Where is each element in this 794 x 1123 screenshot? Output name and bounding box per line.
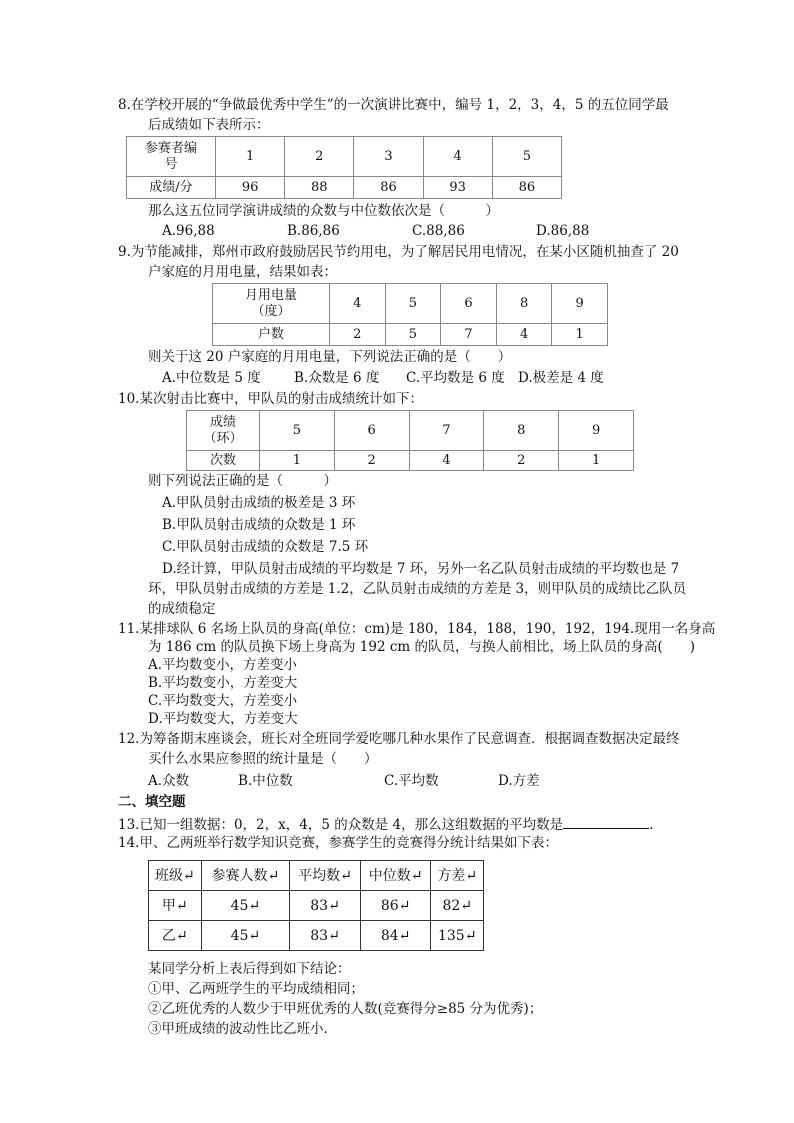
q13-text: 13.已知一组数据：0，2，x，4，5 的众数是 4，那么这组数据的平均数是 [118,817,564,833]
q10-option-b: B.甲队员射击成绩的众数是 1 环 [162,517,356,533]
q9-head-label: 月用电量 （度） [213,284,330,324]
q10-row-cell: 2 [484,451,559,471]
q13-end: . [649,817,654,833]
q8-line2: 后成绩如下表所示： [148,117,270,133]
q10-option-d-line1: D.经计算，甲队员射击成绩的平均数是 7 环，另外一名乙队员射击成绩的平均数也是 7 [162,561,680,577]
q8-head-label: 参赛者编 号 [127,137,216,177]
q10-row-cell: 1 [559,451,634,471]
q10-question: 则下列说法正确的是（ ） [148,473,337,489]
q8-row-cell: 96 [216,177,285,199]
q14-header-cell: 方差↵ [431,861,484,891]
q9-table [212,283,608,346]
q8-option-b: B.86,86 [287,223,340,239]
q8-line1: 8.在学校开展的“争做最优秀中学生”的一次演讲比赛中，编号 1，2，3，4，5 的五位同学最 [118,97,669,113]
table-row [149,921,484,951]
q9-head-cell: 6 [441,284,497,324]
q8-head-cell: 2 [285,137,354,177]
q8-row-cell: 86 [354,177,423,199]
q9-head-cell: 4 [330,284,386,324]
q9-row-cell: 4 [496,324,552,346]
q9-option-d: D.极差是 4 度 [518,370,604,386]
q14-conclusion-1: ①甲、乙两班学生的平均成绩相同； [148,981,364,997]
q12-option-a: A.众数 [148,773,190,789]
q9-row-label: 户数 [213,324,330,346]
q10-row-cell: 1 [260,451,335,471]
q14-conclusion-3: ③甲班成绩的波动性比乙班小. [148,1021,328,1037]
q14-header-cell: 中位数↵ [360,861,431,891]
q10-head-label: 成绩 （环） [187,411,260,451]
q9-option-c: C.平均数是 6 度 [406,370,505,386]
q8-option-d: D.86,88 [536,223,590,239]
q14-cell: 83↵ [290,921,361,951]
q13-answer-blank [563,814,649,829]
q14-cell: 82↵ [431,891,484,921]
q13-line [118,814,653,834]
q10-head-cell: 9 [559,411,634,451]
q14-cell: 84↵ [360,921,431,951]
q9-question: 则关于这 20 户家庭的月用电量，下列说法正确的是（ ） [148,349,512,365]
q11-option-a: A.平均数变小，方差变小 [148,657,298,673]
section-title-fill-in: 二、填空题 [118,794,186,810]
q9-option-a: A.中位数是 5 度 [162,370,261,386]
q14-cell: 83↵ [290,891,361,921]
q14-cell: 45↵ [201,921,290,951]
q10-row-cell: 2 [334,451,409,471]
q8-head-cell: 1 [216,137,285,177]
q10-option-d-line3: 的成绩稳定 [148,601,216,617]
q8-head-cell: 4 [423,137,492,177]
q14-intro: 某同学分析上表后得到如下结论： [148,961,351,977]
q8-row-cell: 93 [423,177,492,199]
q11-option-b: B.平均数变小，方差变大 [148,675,298,691]
q12-option-c: C.平均数 [384,773,439,789]
q12-option-b: B.中位数 [238,773,293,789]
q14-line1: 14.甲、乙两班举行数学知识竞赛，参赛学生的竞赛得分统计结果如下表： [118,835,558,851]
q14-header-cell: 参赛人数↵ [201,861,290,891]
q11-option-d: D.平均数变大，方差变大 [148,711,298,727]
q8-option-a: A.96,88 [162,223,215,239]
q10-option-a: A.甲队员射击成绩的极差是 3 环 [162,495,356,511]
q9-head-cell: 8 [496,284,552,324]
q10-head-cell: 5 [260,411,335,451]
q8-option-c: C.88,86 [412,223,465,239]
q9-row-cell: 5 [385,324,441,346]
q9-row-cell: 1 [552,324,608,346]
q11-option-c: C.平均数变大，方差变小 [148,693,298,709]
q8-row-cell: 88 [285,177,354,199]
q9-line2: 户家庭的月用电量，结果如表： [148,264,337,280]
q14-cell: 45↵ [201,891,290,921]
q10-line1: 10.某次射击比赛中，甲队员的射击成绩统计如下： [118,391,423,407]
q8-row-label: 成绩/分 [127,177,216,199]
q10-table [186,410,634,471]
q10-option-c: C.甲队员射击成绩的众数是 7.5 环 [162,539,369,555]
q9-line1: 9.为节能减排，郑州市政府鼓励居民节约用电，为了解居民用电情况，在某小区随机抽查了 20 [118,244,679,260]
q11-line2: 为 186 cm 的队员换下场上身高为 192 cm 的队员，与换人前相比，场上队员的身高( ) [148,639,696,655]
q10-row-cell: 4 [409,451,484,471]
q8-question: 那么这五位同学演讲成绩的众数与中位数依次是（ ） [148,203,499,219]
q9-head-cell: 9 [552,284,608,324]
q8-row-cell: 86 [492,177,561,199]
q9-head-cell: 5 [385,284,441,324]
q14-cell: 86↵ [360,891,431,921]
q8-head-cell: 5 [492,137,561,177]
q11-line1: 11.某排球队 6 名场上队员的身高(单位：cm)是 180，184，188，190，192，194.现用一名身高 [118,621,716,637]
q12-line1: 12.为筹备期末座谈会，班长对全班同学爱吃哪几种水果作了民意调查．根据调查数据决定最终 [118,731,680,747]
table-row [149,891,484,921]
q8-head-cell: 3 [354,137,423,177]
q10-option-d-line2: 环，甲队员射击成绩的方差是 1.2，乙队员射击成绩的方差是 3，则甲队员的成绩比乙队员 [148,581,687,597]
q10-head-cell: 7 [409,411,484,451]
q8-table [126,136,562,199]
q14-cell: 甲↵ [149,891,202,921]
q10-head-cell: 6 [334,411,409,451]
q14-header-cell: 平均数↵ [290,861,361,891]
q14-table [148,860,484,951]
q9-row-cell: 2 [330,324,386,346]
q9-option-b: B.众数是 6 度 [294,370,380,386]
q9-row-cell: 7 [441,324,497,346]
q14-cell: 135↵ [431,921,484,951]
q12-option-d: D.方差 [498,773,540,789]
q14-conclusion-2: ②乙班优秀的人数少于甲班优秀的人数(竞赛得分≥85 分为优秀)； [148,1001,543,1017]
q12-line2: 买什么水果应参照的统计量是（ ） [148,751,378,767]
q14-header-cell: 班级↵ [149,861,202,891]
q10-row-label: 次数 [187,451,260,471]
q10-head-cell: 8 [484,411,559,451]
q14-cell: 乙↵ [149,921,202,951]
